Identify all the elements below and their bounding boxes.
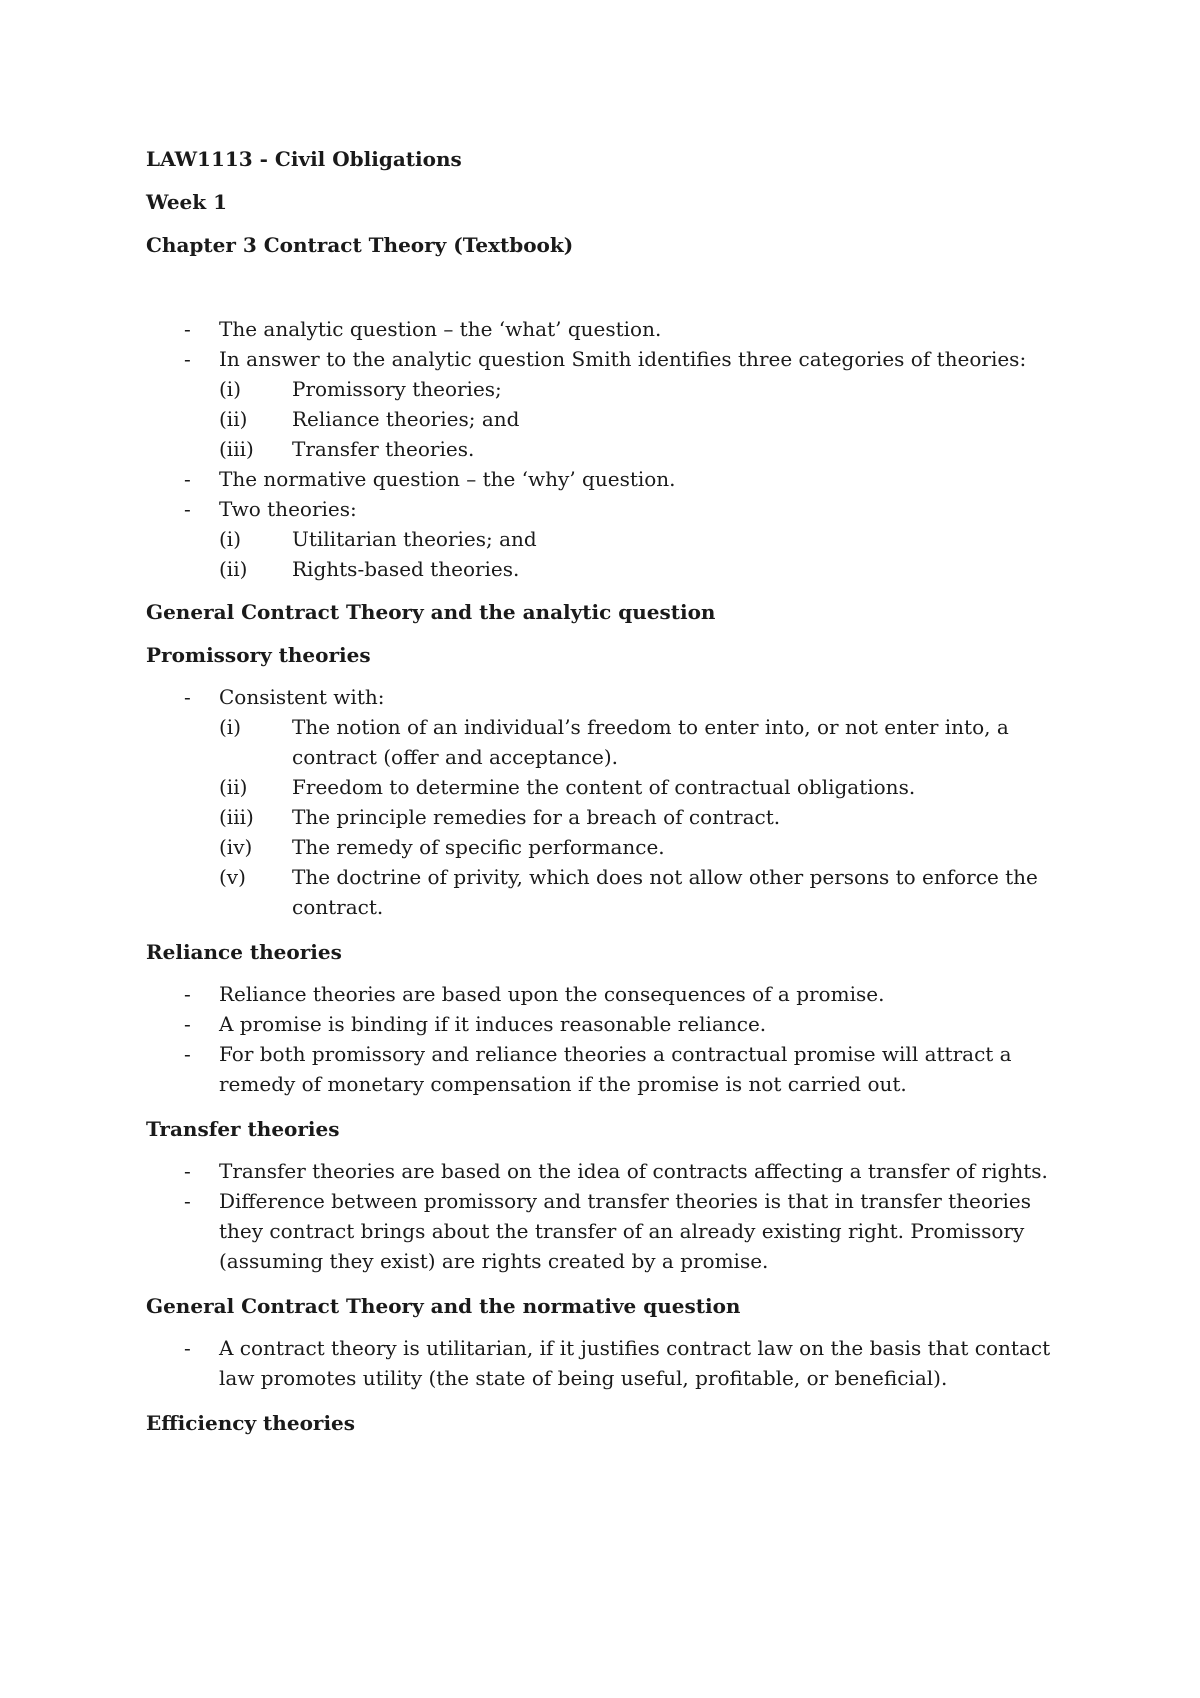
- sub-list-item: [219, 832, 1066, 862]
- dash-marker: -: [184, 497, 191, 521]
- sub-item-number: (i): [219, 527, 242, 551]
- bullet-item: [146, 1156, 1066, 1186]
- bullet-text: The analytic question – the ‘what’ question.: [219, 317, 662, 341]
- dash-marker: -: [184, 1336, 191, 1360]
- sub-item-text: The remedy of specific performance.: [292, 835, 665, 859]
- sub-item-text: Utilitarian theories; and: [292, 527, 537, 551]
- sub-item-number: (iii): [219, 805, 254, 829]
- sub-list-item: [219, 802, 1066, 832]
- sub-list: [219, 712, 1066, 922]
- promissory-heading: Promissory theories: [146, 643, 371, 667]
- dash-marker: -: [184, 1159, 191, 1183]
- sub-item-text: The doctrine of privity, which does not allow other persons to enforce the contract.: [292, 865, 1038, 919]
- promissory-list: [146, 682, 1066, 922]
- sub-list: [219, 374, 1066, 464]
- document-title: LAW1113 - Civil Obligations: [146, 147, 462, 171]
- sub-item-number: (ii): [219, 407, 248, 431]
- normative-heading: General Contract Theory and the normative question: [146, 1294, 741, 1318]
- reliance-heading: Reliance theories: [146, 940, 342, 964]
- bullet-text: Reliance theories are based upon the consequences of a promise.: [219, 982, 885, 1006]
- intro-list: [146, 314, 1066, 584]
- dash-marker: -: [184, 982, 191, 1006]
- bullet-item: [146, 682, 1066, 922]
- sub-item-number: (i): [219, 377, 242, 401]
- bullet-text: Two theories:: [219, 497, 357, 521]
- bullet-item: [146, 1186, 1066, 1276]
- sub-item-text: The notion of an individual’s freedom to enter into, or not enter into, a contract (offer and acceptance).: [292, 715, 1009, 769]
- bullet-item: [146, 1039, 1066, 1099]
- bullet-item: [146, 1333, 1066, 1393]
- bullet-item: [146, 314, 1066, 344]
- sub-list-item: [219, 524, 1066, 554]
- dash-marker: -: [184, 1042, 191, 1066]
- bullet-text: The normative question – the ‘why’ question.: [219, 467, 676, 491]
- dash-marker: -: [184, 347, 191, 371]
- bullet-item: [146, 494, 1066, 584]
- sub-item-number: (iv): [219, 835, 253, 859]
- bullet-text: Transfer theories are based on the idea of contracts affecting a transfer of rights.: [219, 1159, 1048, 1183]
- bullet-text: A promise is binding if it induces reasonable reliance.: [219, 1012, 767, 1036]
- document-content: [146, 146, 1066, 1436]
- sub-item-text: Rights-based theories.: [292, 557, 520, 581]
- sub-list-item: [219, 862, 1066, 922]
- sub-item-number: (v): [219, 865, 246, 889]
- sub-item-text: Freedom to determine the content of contractual obligations.: [292, 775, 916, 799]
- sub-item-text: The principle remedies for a breach of contract.: [292, 805, 781, 829]
- bullet-text: In answer to the analytic question Smith identifies three categories of theories:: [219, 347, 1027, 371]
- bullet-item: [146, 344, 1066, 464]
- reliance-list: [146, 979, 1066, 1099]
- bullet-item: [146, 979, 1066, 1009]
- bullet-text: Consistent with:: [219, 685, 385, 709]
- sub-list-item: [219, 404, 1066, 434]
- dash-marker: -: [184, 467, 191, 491]
- bullet-item: [146, 1009, 1066, 1039]
- sub-list-item: [219, 434, 1066, 464]
- efficiency-heading: Efficiency theories: [146, 1411, 356, 1435]
- sub-item-text: Promissory theories;: [292, 377, 502, 401]
- normative-list: [146, 1333, 1066, 1393]
- dash-marker: -: [184, 1189, 191, 1213]
- sub-list-item: [219, 374, 1066, 404]
- sub-item-text: Transfer theories.: [292, 437, 475, 461]
- sub-item-number: (i): [219, 715, 242, 739]
- bullet-item: [146, 464, 1066, 494]
- bullet-text: A contract theory is utilitarian, if it justifies contract law on the basis that contact law promotes utility (the state of being useful, profitable, or beneficial).: [219, 1336, 1051, 1390]
- chapter-heading: Chapter 3 Contract Theory (Textbook): [146, 233, 574, 257]
- sub-list-item: [219, 712, 1066, 772]
- sub-item-number: (iii): [219, 437, 254, 461]
- transfer-heading: Transfer theories: [146, 1117, 340, 1141]
- analytic-heading: General Contract Theory and the analytic question: [146, 600, 716, 624]
- dash-marker: -: [184, 1012, 191, 1036]
- week-heading: Week 1: [146, 190, 228, 214]
- sub-list-item: [219, 772, 1066, 802]
- sub-item-text: Reliance theories; and: [292, 407, 520, 431]
- bullet-text: For both promissory and reliance theories a contractual promise will attract a remedy of monetary compensation if the promise is not carried out.: [219, 1042, 1012, 1096]
- bullet-text: Difference between promissory and transfer theories is that in transfer theories they contract brings about the transfer of an already existing right. Promissory (assuming they exist) are rights created by a promise.: [219, 1189, 1031, 1273]
- transfer-list: [146, 1156, 1066, 1276]
- sub-item-number: (ii): [219, 775, 248, 799]
- dash-marker: -: [184, 685, 191, 709]
- sub-item-number: (ii): [219, 557, 248, 581]
- sub-list-item: [219, 554, 1066, 584]
- dash-marker: -: [184, 317, 191, 341]
- sub-list: [219, 524, 1066, 584]
